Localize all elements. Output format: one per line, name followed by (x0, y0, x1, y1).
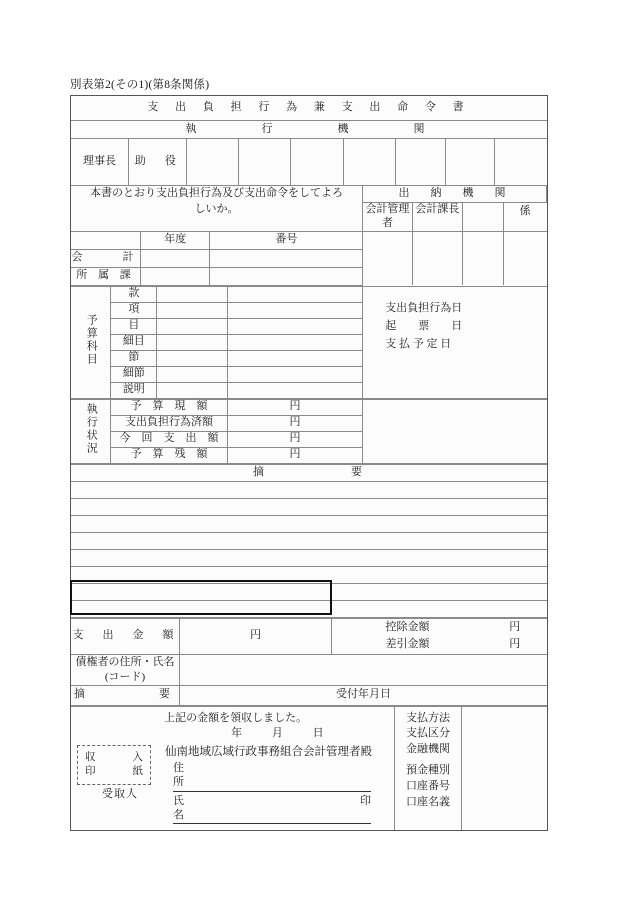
treasury-blank-2[interactable] (413, 232, 463, 286)
remarks-line-4[interactable] (71, 532, 547, 549)
receipt-date-month: 月 (271, 727, 284, 740)
address-input[interactable] (213, 762, 371, 790)
shozoku-ka-number-field[interactable] (210, 267, 363, 285)
budget-code-saimoku[interactable] (157, 334, 227, 350)
dates-block (363, 287, 547, 353)
net-label: 差引金額 (332, 636, 482, 653)
document-label: 別表第2(その1)(第8条関係) (70, 79, 210, 91)
budget-label-saisetsu: 細節 (111, 366, 157, 382)
signature-cell-7[interactable] (396, 139, 446, 186)
date-line-kihyo: 起 票 日 (385, 319, 463, 332)
receipt-date-year: 年 (231, 727, 243, 740)
budget-code-saisetsu[interactable] (157, 366, 227, 382)
budget-label-setsumei: 説明 (111, 382, 157, 398)
deduction-net-cell (332, 618, 547, 654)
budget-name-moku[interactable] (227, 318, 363, 334)
payment-method-label-koza-meigi: 口座名義 (406, 795, 450, 808)
approval-statement-line1: 本書のとおり支出負担行為及び支出命令をしてよろ (89, 187, 343, 199)
title-table (71, 96, 547, 121)
deduction-row (332, 619, 547, 636)
approval-treasury-table (71, 186, 547, 232)
address-field-row[interactable] (173, 762, 371, 792)
identification-label-shozoku-ka: 所 属 課 (71, 267, 140, 285)
execution-amount-konkai-shishutsu[interactable]: 円 (227, 431, 363, 447)
receipt-statement: 上記の金額を領収しました。 (164, 711, 308, 724)
treasury-cell-kaikei-kanrisha[interactable]: 会計管理者 (362, 203, 412, 232)
revenue-stamp-box[interactable] (77, 745, 151, 785)
remarks-header-label: 摘 要 (71, 464, 547, 481)
identification-table (71, 232, 547, 286)
name-label: 氏 名 (173, 794, 203, 821)
creditor-label-line2: (コード) (104, 670, 146, 683)
receipt-left-column (77, 745, 163, 802)
payment-method-labels-cell (395, 706, 462, 830)
execution-blank-right (363, 399, 547, 463)
date-line-shishutsu-futan-koui: 支出負担行為日 (385, 301, 463, 314)
identification-header-blank (71, 232, 140, 250)
remarks-line-1[interactable] (71, 481, 547, 498)
budget-name-saisetsu[interactable] (227, 366, 363, 382)
payment-method-label-kinyu-kikan: 金融機関 (406, 742, 450, 755)
receipt-date-line[interactable] (77, 727, 388, 741)
receipt-table (71, 706, 547, 831)
fiscal-year-header: 年度 (140, 232, 209, 250)
remarks-blank-row (71, 515, 547, 532)
remarks-header-row (71, 464, 547, 481)
deduction-label: 控除金額 (332, 619, 482, 636)
receipt-body (77, 745, 388, 824)
net-row (332, 636, 547, 653)
budget-label-setsu: 節 (111, 350, 157, 366)
received-date-label[interactable]: 受付年月日 (180, 685, 547, 705)
executive-header-table (71, 121, 547, 139)
treasury-blank-3[interactable] (463, 232, 504, 286)
execution-label-futan-koui-zumi: 支出負担行為済額 (111, 415, 227, 431)
signature-cell-6[interactable] (343, 139, 395, 186)
approval-statement (71, 186, 362, 231)
payment-method-value-field[interactable] (461, 706, 547, 830)
signature-cell-3[interactable] (186, 139, 238, 186)
execution-group-label: 執行状況 (71, 399, 111, 463)
receipt-row (71, 706, 547, 830)
seal-label: 印 (360, 794, 371, 807)
stamp-line-2 (78, 765, 150, 779)
remarks-line-5[interactable] (71, 549, 547, 566)
budget-group-label: 予算科目 (71, 286, 111, 398)
creditor-label (71, 654, 180, 685)
signature-cell-riji-cho[interactable]: 理事長 (71, 139, 129, 186)
identification-label-kaikei: 会 計 (71, 249, 140, 267)
treasury-header-label: 出 納 機 関 (362, 186, 546, 203)
execution-amount-futan-koui-zumi[interactable]: 円 (227, 415, 363, 431)
budget-code-moku[interactable] (157, 318, 227, 334)
deduction-unit[interactable]: 円 (483, 619, 547, 636)
signature-cell-5[interactable] (291, 139, 343, 186)
name-field-row[interactable] (173, 795, 371, 825)
remarks-line-7[interactable] (71, 583, 547, 600)
receipt-date-day: 日 (312, 727, 325, 740)
execution-status-table (71, 399, 547, 464)
execution-row-yosan-gengaku (71, 399, 547, 415)
title-row (71, 96, 547, 121)
remarks-line-2[interactable] (71, 498, 547, 515)
payment-amount-row (71, 618, 547, 654)
payment-method-label-shiharai-kubun: 支払区分 (406, 727, 450, 740)
remarks-blank-row (71, 498, 547, 515)
budget-code-setsumei[interactable] (157, 382, 227, 398)
creditor-row (71, 654, 547, 685)
budget-name-setsumei[interactable] (227, 382, 363, 398)
stamp-char-nyu: 入 (132, 751, 143, 763)
remarks-blank-row (71, 583, 547, 600)
budget-row-kan (71, 286, 547, 302)
budget-name-saimoku[interactable] (227, 334, 363, 350)
payment-method-label-yokin-shubetsu: 預金種別 (406, 764, 450, 777)
shozoku-ka-fiscal-year-field[interactable] (140, 267, 209, 285)
signature-table (71, 139, 547, 186)
budget-name-kan[interactable] (227, 286, 363, 302)
remarks-blank-row (71, 481, 547, 498)
treasury-blank-4[interactable] (504, 232, 547, 286)
budget-label-saimoku: 細目 (111, 334, 157, 350)
budget-code-kan[interactable] (157, 286, 227, 302)
executive-header-row (71, 121, 547, 139)
remarks-line-3[interactable] (71, 515, 547, 532)
receipt-content (71, 707, 394, 831)
execution-amount-yosan-gengaku[interactable]: 円 (227, 399, 363, 415)
number-header: 番号 (210, 232, 363, 250)
signature-cell-jo-yaku[interactable]: 助 役 (129, 139, 187, 186)
remarks-line-8[interactable] (71, 600, 547, 617)
dates-block-cell (363, 286, 547, 398)
signature-row (71, 139, 547, 186)
address-label: 住 所 (173, 762, 203, 789)
organization-name: 仙南地域広域行政事務組合会計管理者殿 (165, 746, 372, 758)
signature-cell-9[interactable] (495, 139, 547, 186)
treasury-cell-3[interactable] (462, 203, 503, 232)
execution-amount-yosan-zangaku[interactable]: 円 (227, 447, 363, 463)
remarks-blank-row (71, 566, 547, 583)
identification-header-row (71, 232, 547, 250)
treasury-cell-kakari[interactable]: 係 (503, 203, 546, 232)
approval-statement-line2: しいか。 (194, 202, 239, 215)
remarks-blank-row (71, 600, 547, 617)
payment-amount-label: 支 出 金 額 (71, 618, 180, 654)
budget-label-ko: 項 (111, 302, 157, 318)
net-unit[interactable]: 円 (483, 636, 547, 653)
budget-label-kan: 款 (111, 286, 157, 302)
stamp-char-in: 印 (85, 766, 96, 777)
signature-cell-8[interactable] (445, 139, 495, 186)
recipient-label: 受取人 (102, 788, 138, 800)
budget-code-ko[interactable] (157, 302, 227, 318)
payment-summary-label: 摘 要 (71, 685, 180, 705)
date-line-shiharai-yotei: 支 払 予 定 日 (385, 337, 452, 350)
treasury-cell-kaikei-kacho[interactable]: 会計課長 (412, 203, 462, 232)
stamp-line-1 (78, 751, 150, 765)
receipt-cell (71, 706, 395, 830)
execution-label-yosan-gengaku: 予 算 現 額 (111, 399, 227, 415)
remarks-line-6[interactable] (71, 566, 547, 583)
approval-treasury-header-row (71, 186, 547, 203)
signature-cell-4[interactable] (239, 139, 291, 186)
payment-amount-field[interactable]: 円 (180, 618, 332, 654)
form-title: 支 出 負 担 行 為 兼 支 出 命 令 書 (71, 96, 547, 121)
expenditure-order-form (70, 95, 548, 831)
budget-name-setsu[interactable] (227, 350, 363, 366)
creditor-label-line1: 債権者の住所・氏名 (75, 656, 175, 669)
creditor-value-field[interactable] (180, 654, 547, 685)
name-input[interactable] (213, 795, 360, 823)
receipt-right-column (163, 745, 388, 824)
budget-label-moku: 目 (111, 318, 157, 334)
execution-label-konkai-shishutsu: 今 回 支 出 額 (111, 431, 227, 447)
summary-received-row (71, 685, 547, 705)
treasury-blank-1[interactable] (363, 232, 413, 286)
budget-code-setsu[interactable] (157, 350, 227, 366)
kaikei-number-field[interactable] (210, 249, 363, 267)
payment-method-labels (395, 707, 461, 815)
payment-method-label-koza-bango: 口座番号 (406, 779, 450, 792)
deduction-net-table (332, 619, 547, 653)
stamp-char-shu: 収 (85, 751, 96, 763)
stamp-char-shi: 紙 (132, 766, 143, 777)
payment-amount-table (71, 618, 547, 706)
budget-name-ko[interactable] (227, 302, 363, 318)
payment-method-label-shiharai-hoho: 支払方法 (406, 711, 450, 724)
execution-label-yosan-zangaku: 予 算 残 額 (111, 447, 227, 463)
remarks-blank-row (71, 549, 547, 566)
budget-items-table (71, 286, 547, 399)
remarks-table (71, 464, 547, 618)
kaikei-fiscal-year-field[interactable] (140, 249, 209, 267)
executive-header-label: 執 行 機 関 (71, 121, 547, 139)
remarks-blank-row (71, 532, 547, 549)
